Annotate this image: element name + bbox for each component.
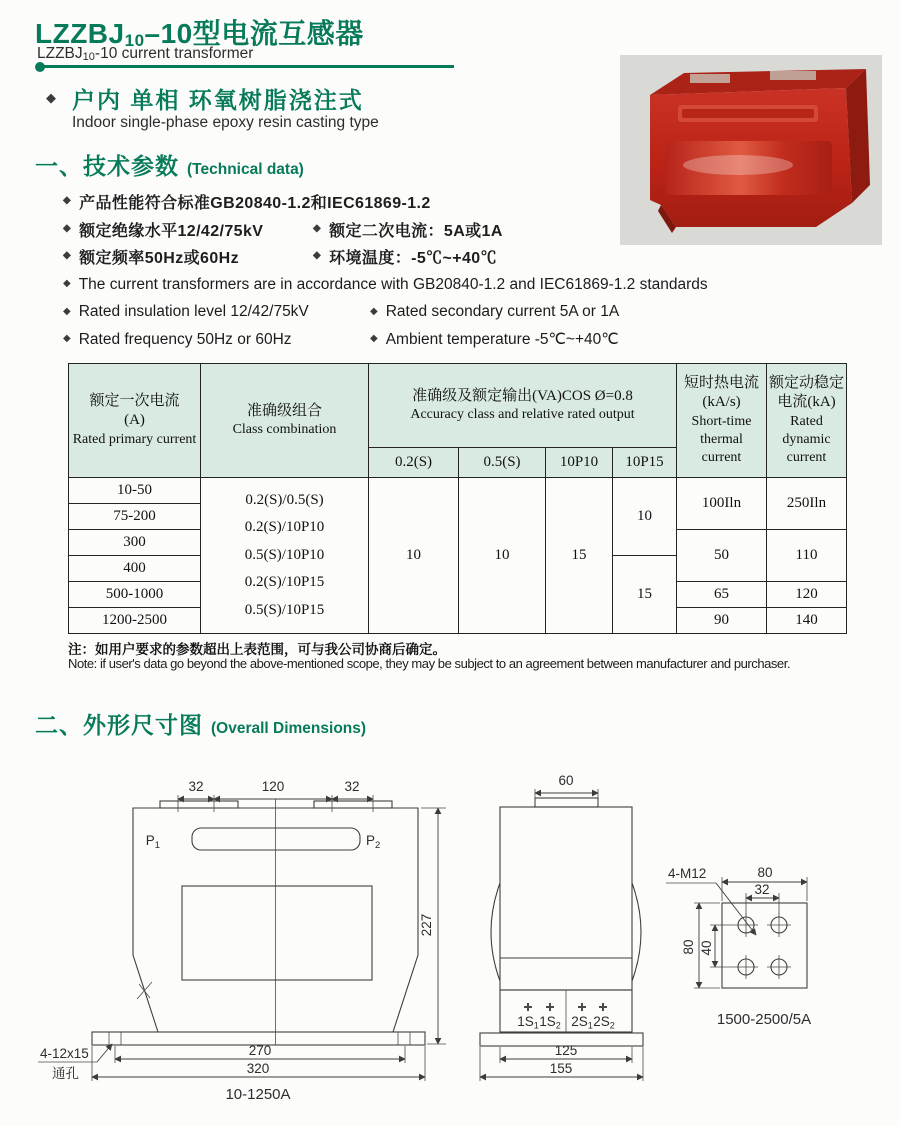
bullet-text: Ambient temperature -5℃~+40℃ bbox=[385, 331, 619, 349]
dim-80-left: 80 bbox=[681, 939, 696, 955]
terminal-p2-label: $P_2$ bbox=[366, 833, 381, 851]
table-cell: 500-1000 bbox=[69, 582, 201, 608]
table-cell: 120 bbox=[767, 582, 847, 608]
title-prefix: LZZBJ bbox=[35, 18, 125, 49]
subcol-02s: 0.2(S) bbox=[369, 448, 459, 478]
dim-80-top: 80 bbox=[757, 865, 773, 880]
bullet-text: Rated secondary current 5A or 1A bbox=[385, 303, 620, 321]
feature-line-zh: 户内 单相 环氧树脂浇注式 bbox=[72, 87, 364, 113]
bullet-text: 产品性能符合标准GB20840-1.2和IEC61869-1.2 bbox=[79, 195, 431, 213]
bullet-text: 额定二次电流：5A或1A bbox=[329, 222, 503, 240]
class-combination-cell bbox=[201, 478, 369, 634]
hole-note-line1: 4-12x15 bbox=[40, 1046, 89, 1061]
table-cell: 50 bbox=[677, 530, 767, 582]
col-header-class bbox=[201, 364, 369, 478]
subtitle-suffix: -10 current transformer bbox=[94, 45, 254, 62]
dim-40: 40 bbox=[699, 940, 714, 956]
class-line: 0.5(S)/10P10 bbox=[244, 546, 325, 563]
subtitle-subscript: 10 bbox=[82, 51, 95, 63]
table-row bbox=[69, 478, 847, 504]
diamond-icon: ◆ bbox=[63, 305, 71, 317]
dim-270: 270 bbox=[248, 1043, 272, 1058]
diamond-icon: ◆ bbox=[63, 333, 71, 345]
terminal-p1-label: $P_1$ bbox=[145, 833, 160, 851]
diamond-icon: ◆ bbox=[63, 195, 72, 207]
bullet-row bbox=[63, 326, 873, 354]
section1-title-en: (Technical data) bbox=[187, 161, 304, 178]
table-cell: 110 bbox=[767, 530, 847, 582]
bullet-text: 环境温度：-5℃~+40℃ bbox=[329, 250, 498, 268]
diamond-icon: ◆ bbox=[370, 305, 378, 317]
col-header-primary bbox=[69, 364, 201, 478]
dim-125: 125 bbox=[554, 1043, 578, 1058]
header-zh: 额定一次电流 bbox=[89, 392, 180, 409]
dim-32-left: 32 bbox=[188, 779, 204, 794]
diamond-icon: ◆ bbox=[313, 222, 322, 234]
class-line: 0.2(S)/10P15 bbox=[244, 574, 325, 591]
table-cell: 300 bbox=[69, 530, 201, 556]
table-cell: 10-50 bbox=[69, 478, 201, 504]
dim-32-plate: 32 bbox=[754, 882, 770, 897]
dim-120: 120 bbox=[261, 779, 285, 794]
table-note-en: Note: if user's data go beyond the above-mentioned scope, they may be subject to an agreement between manufacturer and purchaser. bbox=[68, 656, 791, 671]
subcol-10p15: 10P15 bbox=[613, 448, 677, 478]
plate-caption: 1500-2500/5A bbox=[716, 1011, 812, 1028]
terminal-screws bbox=[524, 1003, 607, 1011]
terminal-2s2-label: 2S2 bbox=[593, 1014, 615, 1031]
table-cell: 75-200 bbox=[69, 504, 201, 530]
table-cell: 1200-2500 bbox=[69, 608, 201, 634]
table-cell: 65 bbox=[677, 582, 767, 608]
header-en: Rated dynamic current bbox=[782, 413, 831, 466]
header-zh: 短时热电流(kA/s) bbox=[683, 374, 759, 411]
class-line: 0.5(S)/10P15 bbox=[244, 601, 325, 618]
header-unit: (A) bbox=[124, 412, 145, 429]
section1-number: 一、 bbox=[35, 153, 83, 179]
dim-32-right: 32 bbox=[344, 779, 360, 794]
table-cell: 10 bbox=[369, 478, 459, 634]
page-subtitle bbox=[37, 45, 253, 63]
bullet-row bbox=[63, 271, 873, 299]
tech-bullets bbox=[63, 188, 873, 354]
diamond-icon: ◆ bbox=[63, 222, 72, 234]
table-cell: 250Iln bbox=[767, 478, 847, 530]
header-en: Rated primary current bbox=[72, 431, 197, 447]
front-view bbox=[38, 779, 446, 1103]
spec-table bbox=[68, 363, 847, 634]
diamond-icon: ◆ bbox=[63, 250, 72, 262]
table-cell: 15 bbox=[613, 556, 677, 634]
dim-320: 320 bbox=[246, 1061, 270, 1076]
terminal-2s1-label: 2S1 bbox=[571, 1014, 593, 1031]
terminal-plate-view bbox=[666, 865, 811, 1028]
dim-155: 155 bbox=[549, 1061, 573, 1076]
table-cell: 90 bbox=[677, 608, 767, 634]
plate-holes bbox=[734, 913, 791, 979]
bullet-row bbox=[63, 243, 873, 271]
section1-heading bbox=[35, 148, 304, 181]
bullet-text: The current transformers are in accordance with GB20840-1.2 and IEC61869-1.2 standards bbox=[78, 275, 708, 293]
title-subscript: 10 bbox=[124, 31, 145, 50]
header-en: Short-time thermal current bbox=[691, 413, 752, 466]
section2-heading bbox=[35, 707, 366, 740]
hole-note-line2: 通孔 bbox=[52, 1066, 79, 1081]
bullet-text: Rated frequency 50Hz or 60Hz bbox=[78, 330, 292, 348]
table-cell: 10 bbox=[459, 478, 546, 634]
class-line: 0.2(S)/10P10 bbox=[244, 519, 325, 536]
bullet-row bbox=[63, 216, 873, 244]
col-header-thermal bbox=[677, 364, 767, 478]
table-cell: 100Iln bbox=[677, 478, 767, 530]
title-underline bbox=[42, 65, 454, 68]
dim-60: 60 bbox=[558, 773, 574, 788]
diamond-icon: ◆ bbox=[370, 333, 378, 345]
table-header-row bbox=[69, 364, 847, 448]
bullet-text: 额定绝缘水平12/42/75kV bbox=[79, 222, 264, 240]
header-zh: 准确级及额定输出(VA)COS Ø=0.8 bbox=[412, 387, 633, 404]
terminal-1s1-label: 1S1 bbox=[517, 1014, 539, 1031]
terminal-1s2-label: 1S2 bbox=[539, 1014, 561, 1031]
subcol-05s: 0.5(S) bbox=[459, 448, 546, 478]
section2-number: 二、 bbox=[35, 712, 83, 738]
bullet-row bbox=[63, 298, 873, 326]
section1-title-zh: 技术参数 bbox=[83, 153, 179, 179]
header-zh: 准确级组合 bbox=[246, 402, 322, 419]
table-cell: 400 bbox=[69, 556, 201, 582]
dim-227: 227 bbox=[419, 913, 434, 937]
table-cell: 10 bbox=[613, 478, 677, 556]
col-header-accuracy bbox=[369, 364, 677, 448]
table-cell: 140 bbox=[767, 608, 847, 634]
diamond-icon: ◆ bbox=[313, 250, 322, 262]
header-en: Accuracy class and relative rated output bbox=[410, 407, 635, 423]
bullet-text: 额定频率50Hz或60Hz bbox=[79, 250, 239, 268]
class-line: 0.2(S)/0.5(S) bbox=[245, 491, 324, 508]
table-cell: 15 bbox=[546, 478, 613, 634]
subcol-10p10: 10P10 bbox=[546, 448, 613, 478]
diamond-icon: ◆ bbox=[46, 90, 56, 105]
front-view-caption: 10-1250A bbox=[225, 1086, 291, 1103]
title-suffix: –10型电流互感器 bbox=[144, 18, 364, 49]
table-note-zh: 注：如用户要求的参数超出上表范围，可与我公司协商后确定。 bbox=[68, 642, 446, 657]
dimension-drawings bbox=[0, 755, 900, 1126]
side-view bbox=[480, 773, 643, 1081]
section2-title-zh: 外形尺寸图 bbox=[83, 712, 203, 738]
bullet-row bbox=[63, 188, 873, 216]
feature-line-en: Indoor single-phase epoxy resin casting type bbox=[72, 114, 379, 131]
col-header-dynamic bbox=[767, 364, 847, 478]
header-en: Class combination bbox=[232, 422, 337, 438]
subtitle-prefix: LZZBJ bbox=[37, 45, 83, 62]
diamond-icon: ◆ bbox=[63, 278, 71, 290]
section2-title-en: (Overall Dimensions) bbox=[211, 720, 367, 737]
header-zh: 额定动稳定电流(kA) bbox=[769, 374, 845, 411]
bolt-label: 4-M12 bbox=[668, 866, 707, 881]
bullet-text: Rated insulation level 12/42/75kV bbox=[78, 303, 309, 321]
